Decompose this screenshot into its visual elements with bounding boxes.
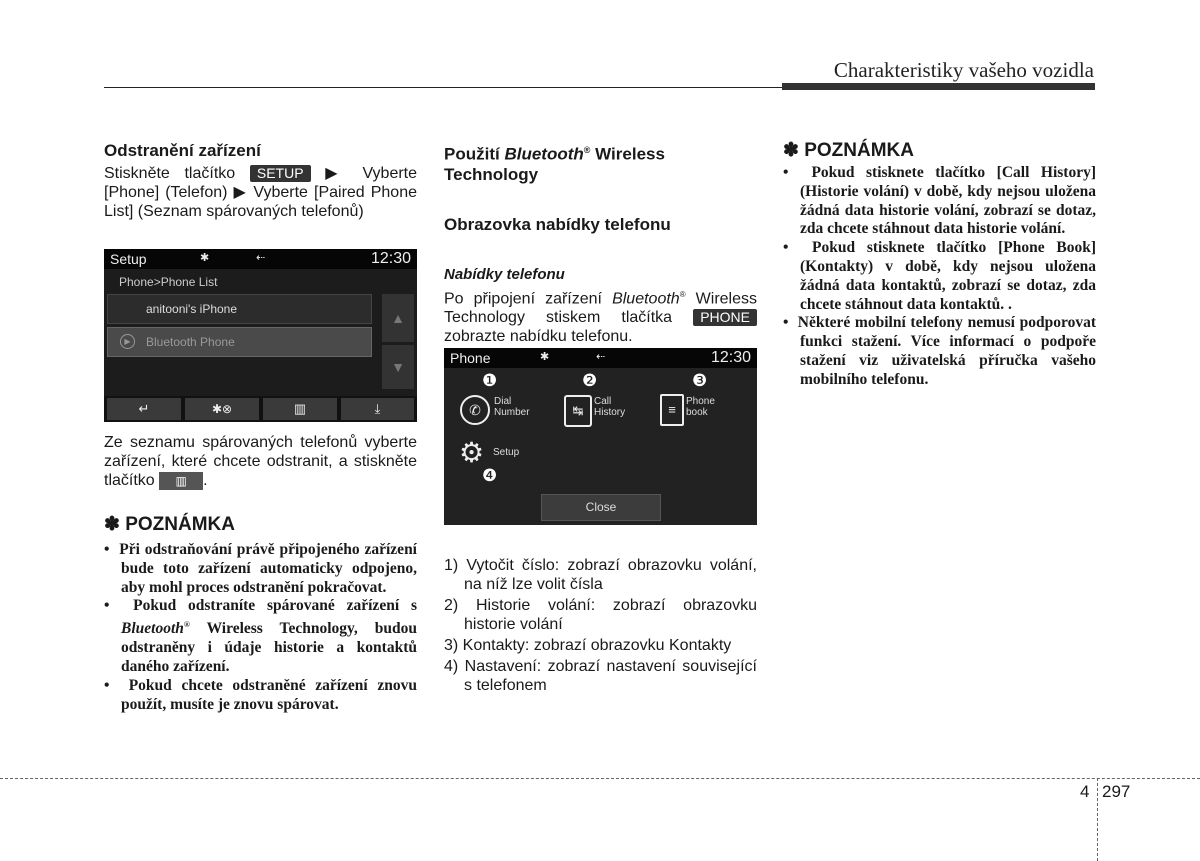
screen-clock: 12:30 [370, 250, 411, 267]
list-item-label: Bluetooth Phone [146, 335, 235, 349]
call-history-label: Call History [594, 396, 626, 418]
note-item: • Pokud chcete odstraněné zařízení znovu použít, musíte je znovu spárovat. [104, 676, 417, 713]
dial-number-label: Dial Number [494, 396, 530, 418]
trash-icon: ▥ [263, 398, 337, 420]
note-item: • Při odstraňování právě připojeného zařízení bude toto zařízení automaticky odpojeno, aby mohl proces odstranění pokračovat. [104, 541, 417, 596]
section-heading-phone-menu: Obrazovka nabídky telefonu [444, 214, 671, 234]
note-title: ✽ POZNÁMKA [104, 514, 235, 535]
usb-icon: ⇠ [596, 351, 606, 363]
phone-book-icon: ≡ [660, 394, 684, 426]
screen-clock: 12:30 [710, 349, 751, 366]
column-1 [104, 141, 417, 221]
setup-screen-image [104, 249, 417, 422]
scroll-up-icon: ▲ [382, 294, 414, 342]
text: . [203, 472, 208, 489]
header-thick-bar [782, 83, 1095, 90]
text: Pokud chcete odstraněné zařízení znovu použít, musíte je znovu spárovat. [121, 676, 417, 713]
text: Bluetooth [504, 144, 584, 164]
subheading-phone-menus: Nabídky telefonu [444, 265, 565, 283]
list-item-label: anitooni's iPhone [146, 302, 238, 316]
screen-breadcrumb: Phone>Phone List [119, 275, 218, 289]
text: Pokud stisknete tlačítko [Call History] (Historie volání) v době, kdy nejsou uložena žádná data historie volání, zobrazí se dotaz, zda chcete stáhnout data historie volání. [800, 164, 1096, 238]
phone-list-item-1 [107, 294, 372, 324]
trash-key-icon: ▥ [159, 472, 203, 490]
close-button: Close [541, 494, 661, 521]
callout-2: ❷ [582, 371, 598, 390]
callout-1: ❶ [482, 371, 498, 390]
text: Bluetooth [121, 620, 184, 638]
text: Po připojení zařízení [444, 289, 602, 307]
back-icon: ↵ [107, 398, 181, 420]
section-heading-remove-device: Odstranění zařízení [104, 141, 261, 160]
text: ▶ Vyberte [Phone] (Telefon) ▶ Vyberte [Paired Phone List] (Seznam spárovaných telefonů) [104, 165, 418, 220]
screen-title: Phone [450, 350, 491, 366]
paragraph-select-device [104, 433, 417, 490]
usb-icon: ⇠ [256, 252, 266, 264]
bluetooth-icon: ✱ [540, 351, 550, 363]
note-title: ✽ POZNÁMKA [783, 140, 914, 161]
text: Pokud odstraníte spárované zařízení s [133, 597, 417, 615]
text: Stiskněte tlačítko [104, 165, 236, 182]
chapter-number: 4 [1080, 782, 1090, 801]
paragraph-phone-menu: Po připojení zařízení Bluetooth® Wireless Technology stiskem tlačítka PHONE zobrazte nabídku telefonu. [444, 289, 758, 345]
list-item: 3) Kontakty: zobrazí obrazovku Kontakty [444, 637, 732, 654]
note-item: • Pokud stisknete tlačítko [Phone Book] (Kontakty) v době, kdy nejsou uložena žádná data kontaktů, zobrazí se dotaz, zda chcete stáhnout data kontaktů. . [783, 239, 1096, 313]
phone-handset-icon: ✆ [460, 395, 490, 425]
column-2 [444, 140, 757, 346]
text: Pokud stisknete tlačítko [Phone Book] (Kontakty) v době, kdy nejsou uložena žádná data kontaktů, zobrazí se dotaz, zda chcete stáhnout data kontaktů. . [800, 239, 1096, 313]
text: Použití [444, 144, 500, 164]
phone-book-label: Phone book [686, 396, 715, 418]
text: Bluetooth [612, 289, 680, 307]
note-item: • Pokud stisknete tlačítko [Call History] (Historie volání) v době, kdy nejsou uložena žádná data historie volání, zobrazí se dotaz, zda chcete stáhnout data historie volání. [783, 164, 1096, 238]
callout-3: ❸ [692, 371, 708, 390]
page-header-title: Charakteristiky vašeho vozidla [833, 58, 1094, 82]
screen-title: Setup [110, 251, 147, 267]
phone-list-item-2 [107, 327, 372, 357]
footer-vertical-dashed-rule [1097, 778, 1098, 861]
page-number: 297 [1102, 782, 1131, 801]
numbered-list [444, 556, 757, 695]
setup-label: Setup [493, 447, 520, 458]
screen-bottom-bar [104, 396, 417, 422]
note-block-1 [104, 514, 417, 714]
phone-screen-image [444, 348, 757, 525]
download-icon: ⤓ [341, 398, 414, 420]
call-history-icon: ↹ [564, 395, 592, 427]
settings-gear-icon: ⚙ [459, 437, 485, 468]
text: Wireless Technology [444, 144, 665, 184]
list-item: 2) Historie volání: zobrazí obrazovku historie volání [444, 597, 757, 633]
paragraph-remove-instructions [104, 164, 417, 221]
list-item: 4) Nastavení: zobrazí nastavení související s telefonem [444, 658, 757, 694]
callout-4: ❹ [482, 466, 498, 485]
list-item: 1) Vytočit číslo: zobrazí obrazovku volání, na níž lze volit čísla [444, 557, 757, 593]
footer-dashed-rule [0, 778, 1200, 779]
text: Wireless Technology, budou odstraněny i údaje historie a kontaktů daného zařízení. [121, 620, 417, 675]
phone-key-label: PHONE [693, 309, 757, 326]
scroll-down-icon: ▼ [382, 345, 414, 389]
text: Ze seznamu spárovaných telefonů vyberte zařízení, které chcete odstranit, a stiskněte tlačítko [104, 434, 417, 489]
text: Wireless Technology stiskem tlačítka [444, 289, 758, 326]
bluetooth-disconnect-icon: ✱⊗ [185, 398, 259, 420]
text: Některé mobilní telefony nemusí podporovat funkci stažení. Více informací o podpoře stažení viz uživatelská příručka vašeho mobilního telefonu. [797, 314, 1096, 388]
bluetooth-icon: ✱ [200, 252, 210, 264]
section-heading-bluetooth: Použití Bluetooth® Wireless Technology [444, 144, 665, 184]
text: zobrazte nabídku telefonu. [444, 327, 633, 345]
text: Při odstraňování právě připojeného zařízení bude toto zařízení automaticky odpojeno, aby mohl proces odstranění pokračovat. [119, 541, 417, 596]
note-block-2 [783, 140, 1096, 390]
screen-status-bar [444, 348, 757, 368]
note-item: • Některé mobilní telefony nemusí podporovat funkci stažení. Více informací o podpoře stažení viz uživatelská příručka vašeho mobilního telefonu. [783, 314, 1096, 388]
play-icon: ▶ [120, 334, 135, 349]
setup-key-label: SETUP [250, 165, 311, 182]
screen-status-bar [104, 249, 417, 269]
note-item: • Pokud odstraníte spárované zařízení s Bluetooth® Wireless Technology, budou odstraněny i údaje historie a kontaktů daného zařízení. [104, 597, 417, 675]
